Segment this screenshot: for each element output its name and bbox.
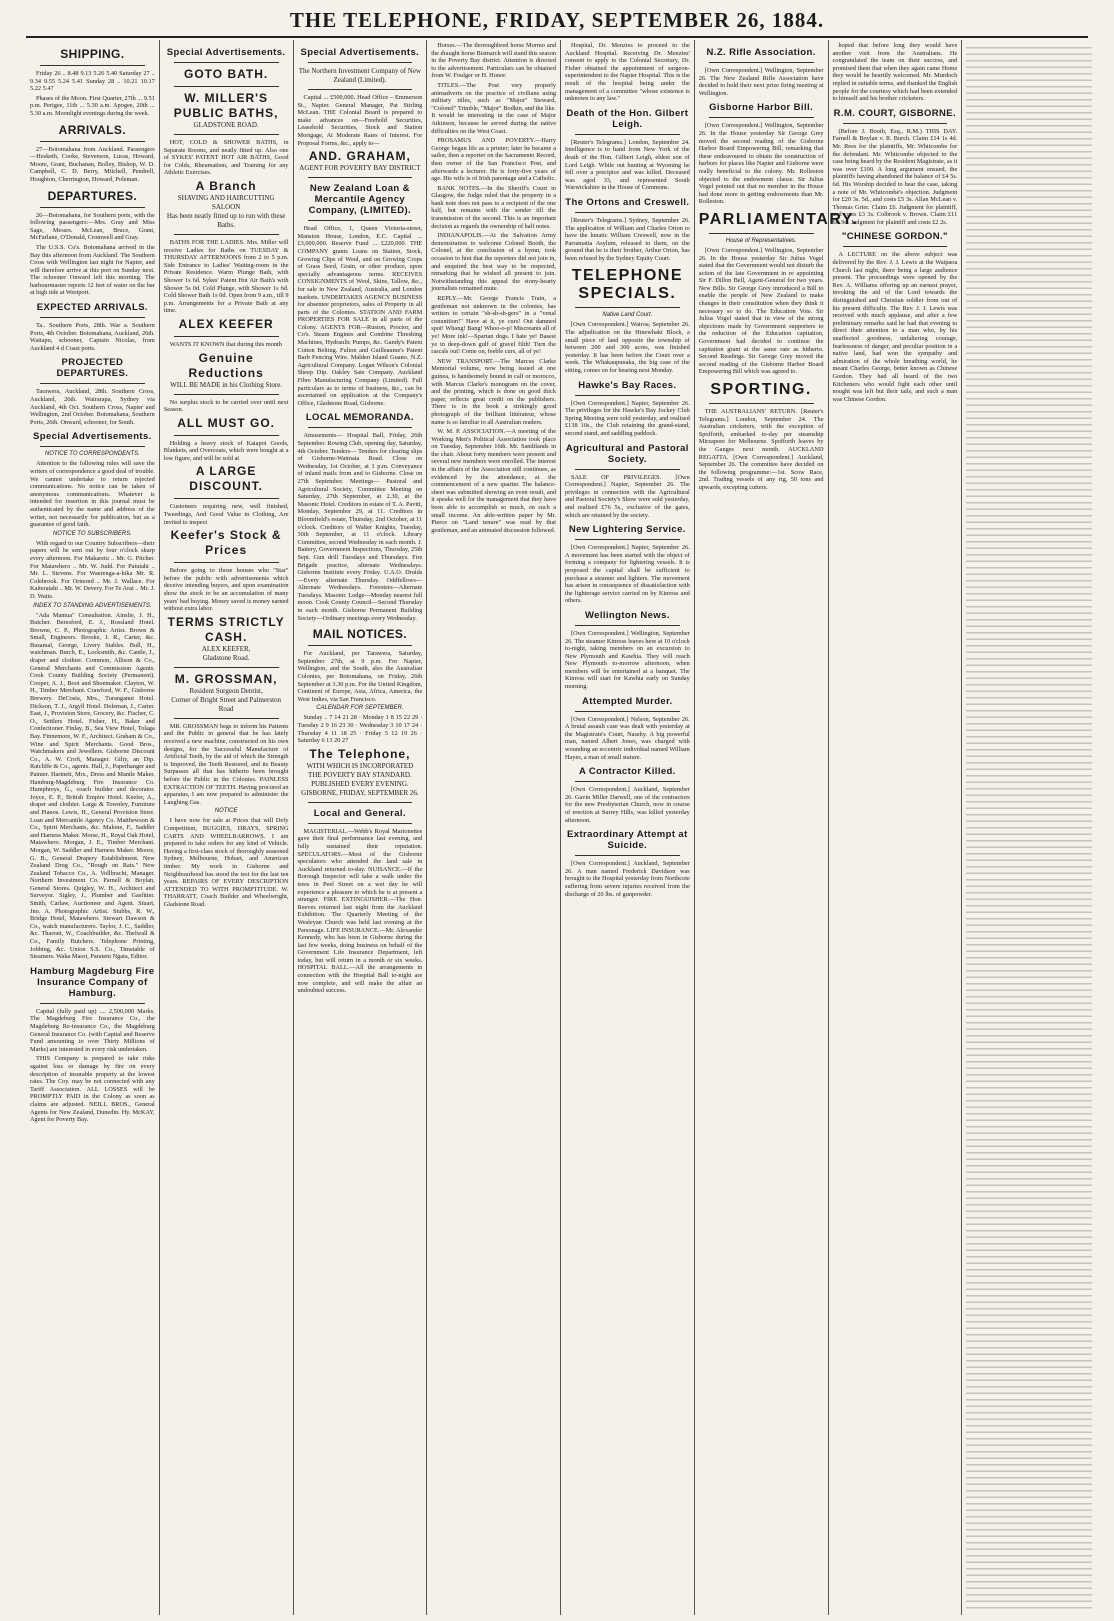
section-heading: Death of the Hon. Gilbert Leigh. xyxy=(566,107,689,130)
article-paragraph: [Own Correspondent.] Wairoa, September 26. The adjudication on the Hinewhaki Block, a small piece of land opposite the township of between 200 and 300 acres, was finished yesterday. It has been before the Court over a week. The Whakaupunaka, the big case of the sitting, comes on for hearing next Monday. xyxy=(565,321,690,375)
article-paragraph: SALE OF PRIVILEGES. [Own Correspondent.] Napier, September 26. The privileges in connection with the Agricultural and Pastoral Society's Show were sold yesterday, and realised £76 5s., exclusive of the gates, which are retained by the society. xyxy=(565,473,690,519)
heading-rule xyxy=(843,123,948,124)
advertisement-rule xyxy=(308,802,413,803)
heading-rule xyxy=(40,1003,145,1004)
sub-heading: INDEX TO STANDING ADVERTISEMENTS. xyxy=(33,602,152,609)
section-heading: "CHINESE GORDON." xyxy=(841,231,948,243)
article-paragraph: REPLY.—Mr. George Francis Train, a gentleman not unknown in the colonies, has written to certain "sh-sh-sh-gers" in a "venal conunition!" Have at it, ye curs! Out damned spot! Whang! Bang! Whoo-o-p! Miscreants all of ye! More ink!—Spartan dogs. I hate ye! Basest ye in deep-down gulf of gravel filth! Turn the rascals out! Come on, feeble curs, all of ye! xyxy=(431,295,556,356)
article-paragraph: [Reuter's Telegrams.] Sydney, September 26. The application of William and Charles Orton to have the lunatic William Creswell, now in the Parramatta Asylum, released to them, on the ground that he is their brother, Arthur Orton, has been refused by the Sydney Equity Court. xyxy=(565,216,690,262)
heading-rule xyxy=(843,246,948,247)
advertisement-block xyxy=(164,67,289,82)
heading-rule xyxy=(308,220,413,221)
advertisement-line: AGENT FOR POVERTY BAY DISTRICT xyxy=(299,164,421,173)
article-paragraph: MR. GROSSMAN begs to inform his Patients and the Public in general that he has lately received a new machine, constructed on his own designs, for the Successful Manufacture of Artificial Teeth, by the aid of which the Strength is Improved, the Teeth Restored, and its Beauty Surpasses all that has hitherto been brought before the Public in the Colonies. PAINLESS EXTRACTION OF TEETH. Having procured an apparatus, I am now prepared to administer the Laughing Gas. xyxy=(163,722,289,806)
advertisement-rule xyxy=(308,177,413,178)
column-4 xyxy=(427,40,561,1615)
heading-rule xyxy=(575,625,680,626)
article-paragraph: [Own Correspondent.] Wellington, September 26. The steamer Kinross leaves here at 10 o'clock to-night, taking members on an excursion to New Plymouth and Kawhia. They will reach New Plymouth to-morrow afternoon, when members will be entertained at a banquet. The Kinross will start for Kawhia early on Sunday morning. xyxy=(565,629,690,691)
article-paragraph: Before going to those houses who "Star" before the public with advertisements which deceive intending buyers, and upon examination show the stock to be an accumulation of many years' bad buying. Money saved is money earned without extra labor. xyxy=(163,567,289,613)
section-heading: EXPECTED ARRIVALS. xyxy=(36,302,148,314)
article-paragraph: WANTS IT KNOWN that during this month xyxy=(169,340,282,348)
advertisement-block xyxy=(298,67,423,85)
masthead xyxy=(0,0,1114,40)
article-paragraph: THE AUSTRALIANS' RETURN. [Reuter's Telegrams.] London, September 24. The Australian cricketers, with the exception of Spofforth, embarked to-day per steamship Mirzapore for Melbourne. Spofforth leaves by the Ganges next month. AUCKLAND REGATTA. [Own Correspondent.] Auckland, September 26. The committee have decided on the following programme:—1st. Scow Race, 2nd. Trading vessels of any rig, 50 tons and upwards, excepting cutters. xyxy=(698,408,824,491)
advertisement-block xyxy=(164,91,289,130)
article-paragraph: NEW TRANSPORT.—The Marcus Clarke Memorial volume, now being issued at one guinea, is handsomely bound in calf or morocco, with Marcus Clarke's monogram on the cover, and the printing, which is done on good thick paper, reflects great credit on the publishers. There is in the book a strikingly good photograph of the brilliant littérateur, whose name is so familiar to all Australian readers. xyxy=(431,357,556,426)
advertisement-line: Keefer's Stock & Prices xyxy=(170,528,282,558)
section-heading: Extraordinary Attempt at Suicide. xyxy=(567,829,688,852)
columns-container xyxy=(26,40,1096,1615)
advertisement-line: GOTO BATH. xyxy=(184,67,269,81)
article-paragraph: I have now for sale at Prices that will Defy Competition, BUGGIES, DRAYS, SPRING CARTS AND WHEELBARROWS. I am prepared to take orders for any kind of Vehicle. Having a first-class stock of thoroughly seasoned Sydney, Melbourne, Hobart, and American timber. My work in Gisborne and Neighbourhood has stood the test for the last ten years. REPAIRS OF EVERY DESCRIPTION ATTENDED TO WITH PROMPTITUDE. W. THARRATT, Coach Builder and Wheelwright, Gladstone Road. xyxy=(163,817,289,908)
article-paragraph: [Own Correspondent.] Wellington, September 26. The New Zealand Rifle Association have decided to hold their next prize firing meeting at Wellington. xyxy=(698,67,824,97)
advertisement-rule xyxy=(174,336,279,337)
article-paragraph: Hospital, Dr. Menzies to proceed to the Auckland Hospital. Receiving Dr. Menzies' consent to apply to the Colonial Secretary, Dr. Fisher obtained the appointment of surgeon-superintendent to the Napier Hospital. This is the result of the hospital being under the management of a committee "whose existence is unknown to any law." xyxy=(565,42,690,103)
article-paragraph: PROSAMUS AND POVERTY.—Harry George began life as a printer; later he became a sailor, then a reporter on the Sacramento Record, then owner of the San Francisco Post, and afterwards a lecturer. He is forty-five years of age. His wife is of Irish parentage and a Catholic. xyxy=(431,137,556,183)
advertisement-line: GLADSTONE ROAD. xyxy=(193,121,259,129)
sub-heading: NOTICE TO CORRESPONDENTS. xyxy=(44,451,140,458)
advertisement-line: AND. GRAHAM, xyxy=(308,149,411,164)
advertisement-line: The Northern Investment Company of New Zealand (Limited). xyxy=(298,67,422,84)
advertisement-block xyxy=(164,416,289,431)
page-title: THE TELEPHONE, FRIDAY, SEPTEMBER 26, 1884. xyxy=(289,8,825,32)
column-8 xyxy=(962,40,1096,1615)
section-heading: R.M. COURT, GISBORNE. xyxy=(833,107,957,119)
advertisement-line: Corner of Bright Street and Palmerston Road xyxy=(171,695,282,713)
section-heading: SHIPPING. xyxy=(60,47,125,61)
column-5 xyxy=(561,40,695,1615)
heading-rule xyxy=(575,781,680,782)
heading-rule xyxy=(40,141,145,142)
advertisement-line: Gladstone Road. xyxy=(202,653,250,662)
advertisement-rule xyxy=(308,89,413,90)
advertisement-rule xyxy=(174,562,279,563)
article-paragraph: 26—Botomahana, for Southern ports, with the following passengers:—Mrs. Gray and Miss Sage, Messrs. McLean, Bruce, Grant, McFarlane, O'Donald, Cromwell and Gray. xyxy=(30,211,155,242)
advertisement-line: Has been neatly fitted up to run with these Baths. xyxy=(166,211,286,229)
advertisement-line: SHAVING AND HAIRCUTTING SALOON xyxy=(177,193,275,211)
section-heading: Attempted Murder. xyxy=(582,695,673,707)
article-paragraph: Capital ... £500,000. Head Office – Emmerson St., Napier. General Manager, Pat Stirling McLean. THE Colonial Board is prepared to make advances on—Freehold Securities, Leasehold Securities, Stock and Station Mortgage, At Moderate Rates of Interest. For Proposal Forms, &c., apply to— xyxy=(297,94,423,147)
advertisement-line: A Branch xyxy=(195,178,257,193)
article-paragraph: [Own Correspondent.] Wellington, September 26. In the House yesterday Sir Julius Vogel stated that the Government would not disturb the action of the late Government in re appointing Sir F. Dillon Bell, Agent-General for two years. New Bills. Sir George Grey introduced a Bill to enable the people of New Zealand to make changes in their constitution when they think it necessary so to do. The Education Vote. Sir Julius Vogel stated that in view of the strong objections made by Government supporters to the reduction of the Education capitation, Government had decided to continue the capitation grant at the same rate as hitherto. Second Readings. Sir George Grey moved the second reading of the Gisborne Harbor Board Empowering Bill which was agreed to. xyxy=(698,246,824,376)
heading-rule xyxy=(40,446,145,447)
article-paragraph: [Own Correspondent.] Auckland, September 26. Gavin Miller Darwell, one of the contractors for the new Presbyterian Church, now in course of erection at Surrey Hills, was killed yesterday afternoon. xyxy=(565,786,690,824)
advertisement-line: Resident Surgeon Dentist, xyxy=(189,686,263,695)
advertisement-block xyxy=(298,149,423,173)
heading-rule xyxy=(575,539,680,540)
article-paragraph: [Reuter's Telegrams.] London, September 24. Intelligence is to hand from New York of the death of the Hon. Gilbert Leigh, eldest son of Lord Leigh. While out hunting at Wyoming he fell over a precipice and was killed. Deceased was aged 33, and represented South Warwickshire in the House of Commons. xyxy=(565,138,690,192)
article-paragraph: [Own Correspondent.] Nelson, September 26. A brutal assault case was dealt with yesterday at the Magistrate's Court, Nasehy. A big powerful man, named Albert Jones, was charged with wounding an eccentric individual named William Hayes, a man of small stature. xyxy=(565,715,690,761)
heading-rule xyxy=(174,62,279,63)
advertisement-line: ALL MUST GO. xyxy=(177,415,276,430)
masthead-rule xyxy=(26,36,1088,38)
advertisement-line: ALEX KEEFER xyxy=(178,316,274,331)
section-heading: Wellington News. xyxy=(584,609,670,621)
advertisement-line: WITH WHICH IS INCORPORATED xyxy=(306,761,414,770)
section-heading: MAIL NOTICES. xyxy=(312,627,408,642)
article-paragraph: BATHS FOR THE LADIES. Mrs. Miller will receive Ladies for Baths on TUESDAY & THURSDAY AFTERNOONS from 2 to 5 p.m. Side Entrance to Ladies' Waiting-room in the Private Residence. Warm Plunge Bath, with Shower 1s 6d. Sykes' Patent Hot Air Bath's with Shower 5s 0d. Cold Plunge, with Shower 1s 6d. Cold Shower Bath 1s 0d. Open from 9 a.m., till 9 p.m. Arrangements for a Private Bath at any time. xyxy=(163,238,289,315)
section-heading: DEPARTURES. xyxy=(47,188,138,203)
sub-heading: Native Land Court. xyxy=(602,312,653,319)
advertisement-block xyxy=(164,672,289,714)
article-paragraph: Capital (fully paid up) .... 2,500,000 Marks. The Magdeburg Fire Insurance Co., the Magdeburg Re-insurance Co., the Magdeburg General Insurance Co. (with Capital and Reserve Fund amounting to over Thirty Millions of Marks) are interested in every risk undertaken. xyxy=(30,1007,155,1053)
article-paragraph: "Ada Mantua" Consultation. Ainslie, J. H., Butcher. Beresford, E. J., Rossland Hotel. Browne, C. P., Photographic Artist. Brown & Small, Engineers. Brooke, J. R., Carter, &c. Busamal, George, Livery Stables. Bull, H., watchman. Burch, E., Locksmith, &c. Cantle, J., draper and clothier. Common, Allison & Co., General Merchants and Commission Agents. Cook County Building Society (Permanent). Cooper, A. J., Boot and Shoemaker. Clayton, W. H., Timber Merchant. Crawford, W. F., Gisborne Brewery. DeCosta, Mrs., Turanganui Hotel. Dickson, T. J., Argyll Hotel. Doleman, J., Carter. East, J., Provision Store, Grocery, &c. Fischer, C. O., Settlers Hotel. Fisher, H., Baker and Confectioner. Finlay, B., Sea View Hotel, Tolaga Bay. Finnemore, W. F., Architect. Graham & Co., Wine and Spirit Merchants. Good Bros., Watchmakers and Jewellers. Gisborne Discount Co., A. W. Croft, Manager. Gilty, an Dip. Ratcliffe & Co., agents. Hall, J., Paperhanger and Painter. Hartnett, Mrs., Dress and Mantle Maker. Hamburg-Magdeburg Fire Insurance Co. Humphreys, G., coach builder and decorator. Joyce, E. P., British Empire Hotel. Keefer, A., draper and clothier. Large & Townley, Furniture and Pianos. Lewis, H., General Provision Store. Loan and Mercantile Agency Co. Matthewson & Co., Spirit Merchants, &c. Malone, F., Saddler and Harness Maker. Morse, H., Royal Oak Hotel, Matawhero. Morgan, J. E., Timber Merchant. Morgan, W. Saddler and Harness Maker. Moore, G. B., General Drapery Establishment. New Zealand Drug Co., "Rough on Rats." New Zealand Tobacco Co., A. Vollbracht, Manager. Northern Investment Co. Parnell & Boylan, General Stores. Quigley, W. H., Architect and Surveyor. Sigley, J., Plumber and Gasfitter. Smith, Carlaw, Auctioneer and Agent. Stuart, Jno. A. Photographic Artist. Stubbs, R. W., Bridge Hotel, Matawhero. Stewart Dawson & Co., watch manufacturers. Taylor, J. C., Saddler, &c. Tharratt, W., Coachbuilder, &c. Thelwall & Co., Family Butchers. Telephone Printing, Jobbing, &c. Union S.S. Co., Timetable of Steamers. Waka Maori, Parateni Ngata, Editor. xyxy=(30,611,155,961)
section-heading: New Zealand Loan & Mercantile Agency Company, (LIMITED). xyxy=(308,183,412,217)
heading-rule xyxy=(575,212,680,213)
section-heading: SPORTING. xyxy=(710,381,812,398)
advertisement-rule xyxy=(174,718,279,719)
advertisement-rule xyxy=(174,394,279,395)
section-heading: Special Advertisements. xyxy=(33,431,152,443)
advertisement-rule xyxy=(174,498,279,499)
article-paragraph: [Own Correspondent.] Auckland, September 26. A man named Frederick Davidson was brought to the Hospital yesterday from Northcote suffering from severe injuries received from the discharge of 20 lbs. of gunpowder. xyxy=(565,860,690,898)
section-heading: PROJECTED DEPARTURES. xyxy=(56,357,129,380)
advertisement-block xyxy=(164,179,289,230)
article-paragraph: Customers requiring new, well finished, Tweedings, And Good Value in Clothing, Are invited to inspect xyxy=(163,503,289,526)
advertisement-rule xyxy=(174,435,279,436)
article-paragraph: Amusements— Hospital Ball, Friday, 26th September. Rowing Club, opening day, Saturday, 4th October. Tenders— Tenders for clearing slips of Gisborne-Waimata Road. Close on Wednesday, 1st October, at 1 p.m. Conveyance of inland mails from and to Gisborne. Close on 27th September. Meetings— Pastoral and Agricultural Society, Committee Meeting on Saturday, 27th September, at 2.30, at the Masonic Hotel. Creditors in estate of T. A. Pavitt, Monday, September 29, at 11. Creditors in Bloomfield's estate, Thursday, 2nd October, at 11 o'clock. Creditors of Walter Knights, Tuesday, 30th September, at 11 o'clock. Library Committee, second Wednesday in each month. J. Battery, Government Inspections, Thursday, 25th Sept. Gun drill Tuesdays and Thursdays. Fire Brigade practice, alternate Wednesdays. Gisborne Institute every Friday. U.A.O. Druids—Every alternate Thursday. Oddfellows—Alternate Wednesdays. Foresters—Alternate Tuesdays. Masonic Lodge—Monday nearest full moon. Cook County Council—Second Thursday in each month. Gisborne Permanent Building Society—Ordinary meetings every Wednesday. xyxy=(297,432,423,622)
heading-rule xyxy=(575,134,680,135)
heading-rule xyxy=(308,427,413,428)
advertisement-line: PUBLISHED EVERY EVENING. xyxy=(311,779,409,788)
heading-rule xyxy=(308,62,413,63)
article-paragraph: A LECTURE on the above subject was delivered by the Rev. J. J. Lewis at the Waipaoa Church last night, there being a large audience present. The proceedings were opened by the Rev. A. Williams offering up an earnest prayer, invoking the aid of the Lord towards the distinguished and Christian soldier from out of his present difficulty. The Rev. J. J. Lewis was received with much applause, and after a few preliminary remarks said he had that evening to direct their attention to a man who, by his unaffected goodness, unfaltering courage, fearlessness of danger, and peculiar position in a native land, had won the sympathy and admiration of the whole breathing world, he meant Charles George, better known as Chinese Gordon. They had all heard of the two Kitcheners who would fight each other until nought was left but their tails, and such a man was Chinese Gordon. xyxy=(832,251,958,403)
section-heading: N.Z. Rifle Association. xyxy=(706,47,816,58)
advertisement-block xyxy=(298,747,423,798)
heading-rule xyxy=(575,395,680,396)
advertisement-line: The Telephone, xyxy=(309,746,411,761)
article-paragraph: Phases of the Moon. First Quarter, 27th ... 9.51 p.m. Perigee, 11th ... 5.30 a.m. Apogee, 20th ... 5.30 a.m. Moonlight evenings during the week. xyxy=(30,94,155,117)
article-paragraph: THIS Company is prepared to take risks against loss or damage by fire on every description of insurable property at the lowest rates. The Coy. may be not connected with any Tariff Association. ALL LOSSES will be PROMPTLY PAID in the Colony as soon as claims are adjusted. NEILL BROS., General Agents for New Zealand, Dunedin. Hy. McKAY, Agent for Poverty Bay. xyxy=(30,1055,155,1124)
advertisement-block xyxy=(164,351,289,390)
advertisement-line: TERMS STRICTLY CASH. xyxy=(167,614,285,644)
article-paragraph: MAGISTERIAL.—Webb's Royal Marionettes gave their final performance last evening, and fully sustained their reputation. SPECULATORS.—Most of the Gisborne speculators who attended the land sale in Auckland returned to-day. NUISANCE.—If the Borough Inspector will take a walk under the trees in Peel Street on a wet day he will experience a pleasure to which he is at present a stranger. FIRE EXTINGUISHER.—The Hon. Reeves returned last night from the Auckland Exhibition. The Quarterly Meeting of the Wesleyan Church was held last evening at the Parsonage. LIFE INSURANCE.—Mr. Alexander Kennedy, who has been in Gisborne during the last few weeks, doing business on behalf of the Government Life Insurance Department, left today, but will return in a month or six weeks. HOSPITAL BALL.—All the arrangements in connection with the Hospital Ball to-night are now complete, and will make the affair an undoubted success. xyxy=(297,827,423,995)
section-heading: The Ortons and Creswell. xyxy=(565,196,690,208)
section-heading: Hamburg Magdeburg Fire Insurance Company of Hamburg. xyxy=(30,965,155,999)
article-paragraph: HOT, COLD & SHOWER BATHS, in Separate Rooms, and neatly fitted up. Also one of SYKES' PATENT HOT AIR BATHS, Good for Colds, Rheumatism, and Training for any Athletic Exercises. xyxy=(163,139,289,177)
column-text-filler xyxy=(966,42,1092,1613)
article-paragraph: Horses.—The thoroughbred horse Mormo and the draught horse Bismarck will stand this season in the Poverty Bay district. Attention is directed to the advertisement. Particulars can be obtained from W. Foulger or H. Honor. xyxy=(431,42,556,80)
advertisement-block xyxy=(164,615,289,663)
section-heading: Local and General. xyxy=(313,807,406,819)
advertisement-rule xyxy=(174,86,279,87)
advertisement-line: A LARGE DISCOUNT. xyxy=(189,464,263,494)
heading-rule xyxy=(40,383,145,384)
article-paragraph: Head Office, 1, Queen Victoria-street, Mansion House, London, E.C. Capital ... £3,000,000. Reserve Fund ... £220,000. THE COMPANY grants Loans on Station, Stock, Growing Clips of Wool, and on Growing Crops of Grass Seed, Grain, or other produce, upon specially advantageous terms. RECEIVES CONSIGNMENTS of Wool, Skins, Tallow, &c., for sale in New Zealand, Australia, and London markets. UNDERTAKES AGENCY BUSINESS for absentee proprietors, sales of Property in all parts of the Colonies. STATION AND FARM PROPERTIES FOR SALE in all parts of the Colony. AGENTS FOR—Ruston, Proctor, and Co's. Steam Engines and Combine Threshing Machines, Hydraulic Pumps, &c. Gandy's Patent Cotton Belting. Fulton and Guilleaume's Patent Barb Fencing Wire. Malden Island Guano. N.Z. Agricultural Company. Logan Wilson's Colonial Sheep Dip. Oakley Sate Company. Auckland Fibre Manufacturing Company (Limited). Full particulars as to terms of business, &c., can be ascertained on application at the Company's Office, Gladstone Road, Gisborne. xyxy=(297,225,423,407)
heading-rule xyxy=(40,65,145,66)
column-6 xyxy=(695,40,859,1615)
heading-rule xyxy=(709,62,814,63)
heading-rule xyxy=(575,469,680,470)
article-paragraph: [Own Correspondent.] Wellington, September 26. In the House yesterday Sir George Grey moved the second reading of the Gisborne Harbor Board Empowering Bill, remarking that these endeavoured to obtain the construction of harbors for places like Napier and Gisborne were really beneficial to the colony. Mr. Rolleston objected to the endowment clause. Sir Julius Vogel pointed out that no member in the House had done more in getting endowments than Mr. Rolleston. xyxy=(698,122,824,206)
advertisement-block xyxy=(164,464,289,494)
article-paragraph: Holding a heavy stock of Kaiapoi Goods, Blankets, and Overcoats, which were bought at a low figure, and will be sold at xyxy=(163,439,289,462)
advertisement-line: GISBORNE, FRIDAY, SEPTEMBER 26. xyxy=(301,788,419,797)
heading-rule xyxy=(40,207,145,208)
heading-rule xyxy=(308,823,413,824)
sub-heading: House of Representatives. xyxy=(725,237,797,244)
section-heading: Agricultural and Pastoral Society. xyxy=(565,442,689,465)
section-heading: New Lightering Service. xyxy=(568,524,686,536)
column-3 xyxy=(294,40,428,1615)
article-paragraph: Sunday .. 7 14 21 28 · Monday 1 8 15 22 29 · Tuesday 2 9 16 23 30 · Wednesday 3 10 17 24 · Thursday 4 11 18 25 · Friday 5 12 19 26 · Saturday 6 13 20 27 xyxy=(297,714,423,745)
advertisement-line: ALEX KEEFER, xyxy=(201,644,251,653)
article-paragraph: INDIANAPOLIS.—At the Salvation Army demonstration to welcome Colonel Booth, the Colonel, at the conclusion of a hymn, took occasion to hint that the reporters did not join in, and enquired the best way to be respected, remarking that he wished all present to join. Notwithstanding this appeal the stony-hearty journalists remained mute. xyxy=(431,232,556,293)
article-paragraph: TITLES.—The Post very properly animadverts on the practice of civilians using military titles, such as "Major" Steward, "Colonel" Trimble, "Major" Bodkin, and the like. It would be interesting in the case of Major Atkinson, because he served during the native difficulties on the West Coast. xyxy=(431,81,556,135)
section-heading: Special Advertisements. xyxy=(300,47,420,58)
section-heading: LOCAL MEMORANDA. xyxy=(305,412,414,424)
section-heading: ARRIVALS. xyxy=(58,122,127,137)
section-heading: A Contractor Killed. xyxy=(578,766,676,778)
advertisement-block xyxy=(164,528,289,558)
column-1 xyxy=(26,40,160,1615)
article-paragraph: With regard to our Country Subscribers—their papers will be sent out by four o'clock sharp every afternoon. For Makaretu .. Mr. G. Pitcher. For Matawhero .. Mr. W. Judd. For Patutahi .. Mr. L. Stevens. For Waerenga-a-hika Mr. R. Colebrook. For Ormond .. Mr. J. Wallace. For Kaiteratahi .. Mr. W. Devery. For Te Arai .. Mr. J. D. Watts. xyxy=(30,539,155,600)
sub-heading: NOTICE xyxy=(214,808,238,815)
advertisement-line: M. GROSSMAN, xyxy=(174,671,278,686)
section-heading: Gisborne Harbor Bill. xyxy=(709,102,814,114)
article-paragraph: Friday 26 .. 8.48 9.13 5.26 5.40 Saturday 27 .. 9.34 9.55 5.24 5.41 Sunday 28 .. 10.21 10.17 5.22 5.47 xyxy=(30,70,155,93)
article-paragraph: BANK NOTES.—In the Sheriff's Court in Glasgow, the Judge ruled that the property in a bank note does not pass to a recipient of the one half, but remains with the sender till the transmission of the second. This is an important decision as regards the ownership of half notes. xyxy=(431,184,556,230)
advertisement-rule xyxy=(174,234,279,235)
article-paragraph: [Own Correspondent.] Napier, September 26. The privileges for the Hawke's Bay Jockey Club Spring Meeting were sold yesterday, and realised £138 10s., the Club retaining the grand-stand, second stand, and saddling paddock. xyxy=(565,399,690,437)
heading-rule xyxy=(575,855,680,856)
column-7 xyxy=(829,40,963,1615)
sub-heading: CALENDAR FOR SEPTEMBER. xyxy=(316,705,404,712)
article-paragraph: No surplus stock to be carried over until next Season. xyxy=(163,398,289,414)
advertisement-rule xyxy=(174,667,279,668)
article-paragraph: 27—Botomahana from Auckland. Passengers—Hesketh, Cooke, Stevenson, Lucas, Howard, Moore, Grant, Buchanan, Bolley, Bishop, W. D. Campbell, C. D. Berry, Mitchell, Pendrell, Houghton, Cherrington, Howard, Poleman. xyxy=(30,145,155,183)
article-paragraph: W. M. P. ASSOCIATION.—A meeting of the Working Men's Political Association took place on Tuesday, September 16th. Mr. Sandilands in the chair. About forty members were present and several new members were enrolled. The interest in the affairs of the Association still continues, as evidenced by the attendance, at the commencement of a new quarter. The balance-sheet was submitted showing an even result, and it speaks well for the management that they have been able to accomplish so much, on such a small income. An able-written paper by Mr. Pierce on "Land tenure" was read by that gentleman, and an animated discussion followed. xyxy=(431,428,556,534)
advertisement-rule xyxy=(174,134,279,135)
heading-rule xyxy=(709,233,814,234)
advertisement-line: WILL BE MADE in his Clothing Store. xyxy=(170,380,283,389)
sub-heading: NOTICE TO SUBSCRIBERS. xyxy=(52,530,132,537)
article-paragraph: (Before J. Booth, Esq., R.M.) THIS DAY. Farnell & Boylan v. R. Burch. Claim £14 1s 4d. Mr. Rees for the plaintiffs, Mr. Whitcombe for the defendant. Mr. Whitcombe objected to the case being heard by the Resident Magistrate, as it was over £100. A long argument ensued, the plaintiffs having abandoned the balance of £4 5s. 6d. His Worship decided to hear the case, taking a note of Mr. Whitcombe's objection. Judgment for £20 3s. 5d., and costs £5 3s. Allan McLean v. Thomas Grier. Claim £6. Judgment for plaintiff, and costs £3 3s. Colbrook v. Brown. Claim £11 6s. 9d. Judgment for plaintiff and costs £2 2s. xyxy=(832,127,958,226)
heading-rule xyxy=(709,403,814,404)
article-paragraph: [Own Correspondent.] Napier, September 26. A movement has been started with the object of forming a company for lightering vessels. It is proposed the capital shall be sufficient to purchase a steamer and lighters. The movement has arisen in consequence of dissatisfaction with the lighterage service carried on by Kinross and others. xyxy=(565,544,690,605)
article-paragraph: Tarawera, Auckland, 28th. Southern Cross, Auckland, 26th. Wairarapa, Sydney via Auckland, 4th Oct. Southern Cross, Napier and Wellington, 2nd October. Botomahana, Southern Ports, 26th. Onward, schooner, for South. xyxy=(30,388,155,426)
heading-rule xyxy=(575,307,680,308)
advertisement-line: THE POVERTY BAY STANDARD. xyxy=(308,770,412,779)
heading-rule xyxy=(308,645,413,646)
heading-rule xyxy=(40,317,145,318)
column-2 xyxy=(160,40,294,1615)
article-paragraph: Ta.. Southern Ports, 28th. War a. Southern Ports, 4th October. Botomahana, Auckland, 26th. Waitapu, schooner, Captain Nicolas, from Auckland 4 d Coast ports. xyxy=(30,322,155,352)
section-heading: Special Advertisements. xyxy=(166,47,286,58)
section-heading: PARLIAMENTARY. xyxy=(698,210,859,228)
advertisement-line: Genuine Reductions xyxy=(188,350,264,380)
section-heading: Hawke's Bay Races. xyxy=(578,379,677,391)
advertisement-line: W. MILLER'S PUBLIC BATHS, xyxy=(173,91,279,120)
heading-rule xyxy=(709,117,814,118)
advertisement-block xyxy=(164,317,289,332)
article-paragraph: For Auckland, per Tarawera, Saturday, September 27th, at 9 p.m. For Napier, Wellington, and the South, also the Australian Colonies, per Botomahana, on Friday, 26th September at 3.30 p.m. For the United Kingdom, Continent of Europe, Asia, Africa, America, the West Indies, via San Francisco. xyxy=(297,650,423,703)
article-paragraph: The U.S.S. Co's. Botomahana arrived in the Bay this afternoon from Auckland. The Southern Cross with Wellington last night for Napier, and will therefore arrive at this port on Sunday next. The schooner Onward left this morning. The harbourmaster reports 12 feet of water on the bar at high tide at Westport. xyxy=(30,243,155,297)
article-paragraph: hoped that before long they would have another visit from the Australians. He congratulated the team on their success, and promised them that when they again came Home they would be heartily welcomed. Mr. Murdoch replied in suitable terms, and thanked the English people for the courtesy which had been extended to himself and his brother cricketers. xyxy=(832,42,958,103)
section-heading: TELEPHONE SPECIALS. xyxy=(571,267,684,303)
article-paragraph: Attention to the following rules will save the writers of correspondence a good deal of trouble. We cannot undertake to return rejected communications. No notice can be taken of anonymous communications. Whatever is intended for insertion in this journal must be authenticated by the name and address of the writer, not necessarily for publication, but as a guarantee of good faith. xyxy=(30,460,155,529)
heading-rule xyxy=(575,711,680,712)
